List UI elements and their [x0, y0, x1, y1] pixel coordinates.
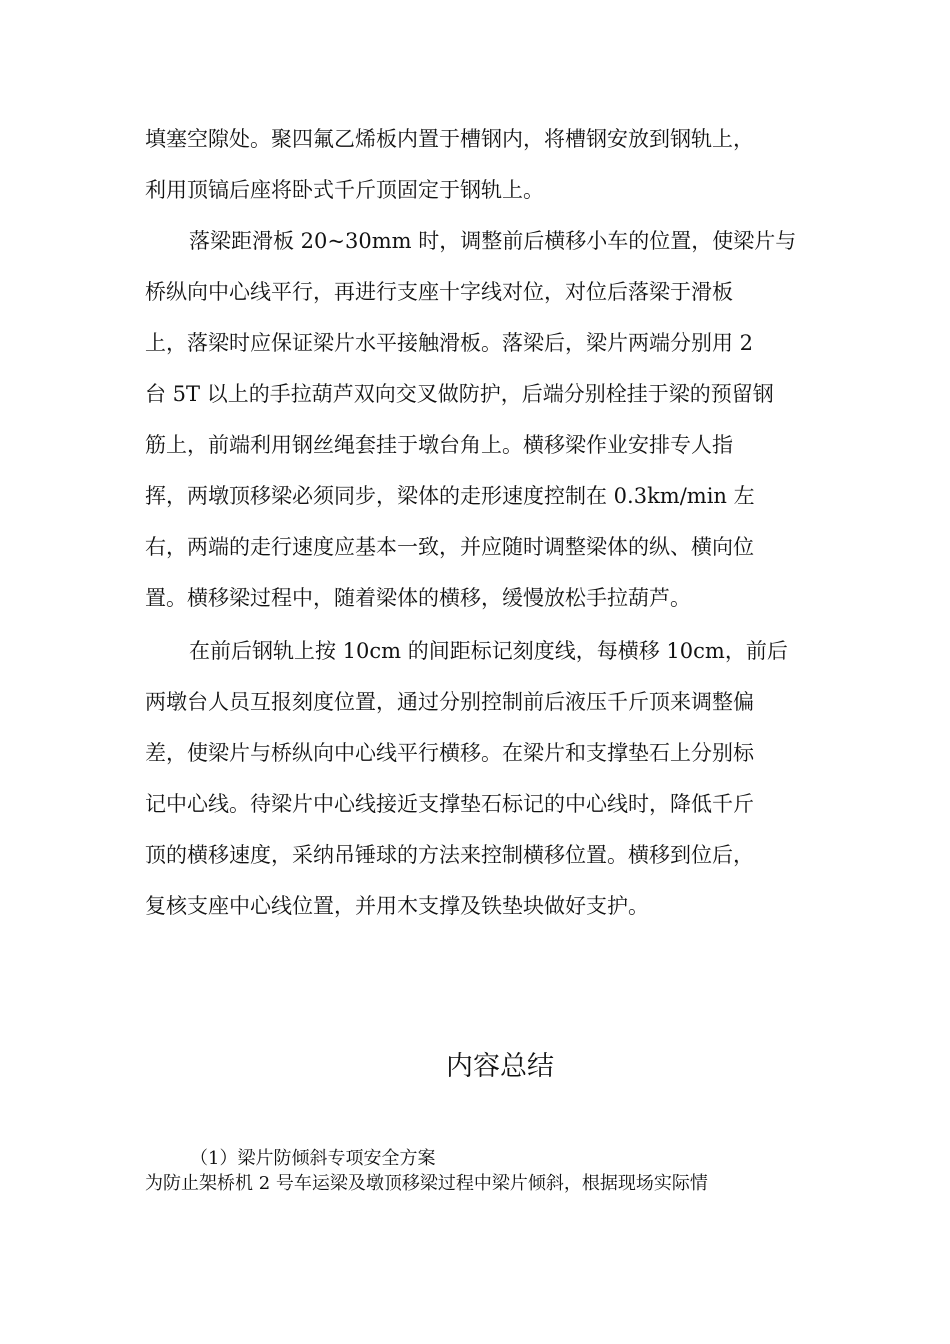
body-line-16: 复核支座中心线位置，并用木支撑及铁垫块做好支护。: [145, 894, 649, 918]
summary-heading: 内容总结: [446, 1051, 554, 1082]
body-line-4: 桥纵向中心线平行，再进行支座十字线对位，对位后落梁于滑板: [145, 280, 733, 304]
body-line-5: 上，落梁时应保证梁片水平接触滑板。落梁后，梁片两端分别用 2: [145, 331, 754, 355]
summary-item-title: （1）梁片防倾斜专项安全方案: [190, 1148, 436, 1169]
body-line-15: 顶的横移速度，采纳吊锤球的方法来控制横移位置。横移到位后，: [145, 843, 754, 867]
body-line-3: 落梁距滑板 20~30mm 时，调整前后横移小车的位置，使梁片与: [189, 229, 797, 253]
body-line-11: 在前后钢轨上按 10cm 的间距标记刻度线，每横移 10cm，前后: [189, 639, 788, 663]
body-line-12: 两墩台人员互报刻度位置，通过分别控制前后液压千斤顶来调整偏: [145, 690, 754, 714]
body-line-10: 置。横移梁过程中，随着梁体的横移，缓慢放松手拉葫芦。: [145, 586, 691, 610]
summary-item-text: 为防止架桥机 2 号车运梁及墩顶移梁过程中梁片倾斜，根据现场实际情: [145, 1173, 708, 1194]
body-line-8: 挥，两墩顶移梁必须同步，梁体的走形速度控制在 0.3km/min 左: [145, 484, 755, 508]
body-line-1: 填塞空隙处。聚四氟乙烯板内置于槽钢内，将槽钢安放到钢轨上，: [145, 127, 754, 151]
body-line-14: 记中心线。待梁片中心线接近支撑垫石标记的中心线时，降低千斤: [145, 792, 754, 816]
body-line-9: 右，两端的走行速度应基本一致，并应随时调整梁体的纵、横向位: [145, 535, 754, 559]
body-line-7: 筋上，前端利用钢丝绳套挂于墩台角上。横移梁作业安排专人指: [145, 433, 733, 457]
body-line-13: 差，使梁片与桥纵向中心线平行横移。在梁片和支撑垫石上分别标: [145, 741, 754, 765]
body-line-6: 台 5T 以上的手拉葫芦双向交叉做防护，后端分别栓挂于梁的预留钢: [145, 382, 774, 406]
body-line-2: 利用顶镐后座将卧式千斤顶固定于钢轨上。: [145, 178, 544, 202]
